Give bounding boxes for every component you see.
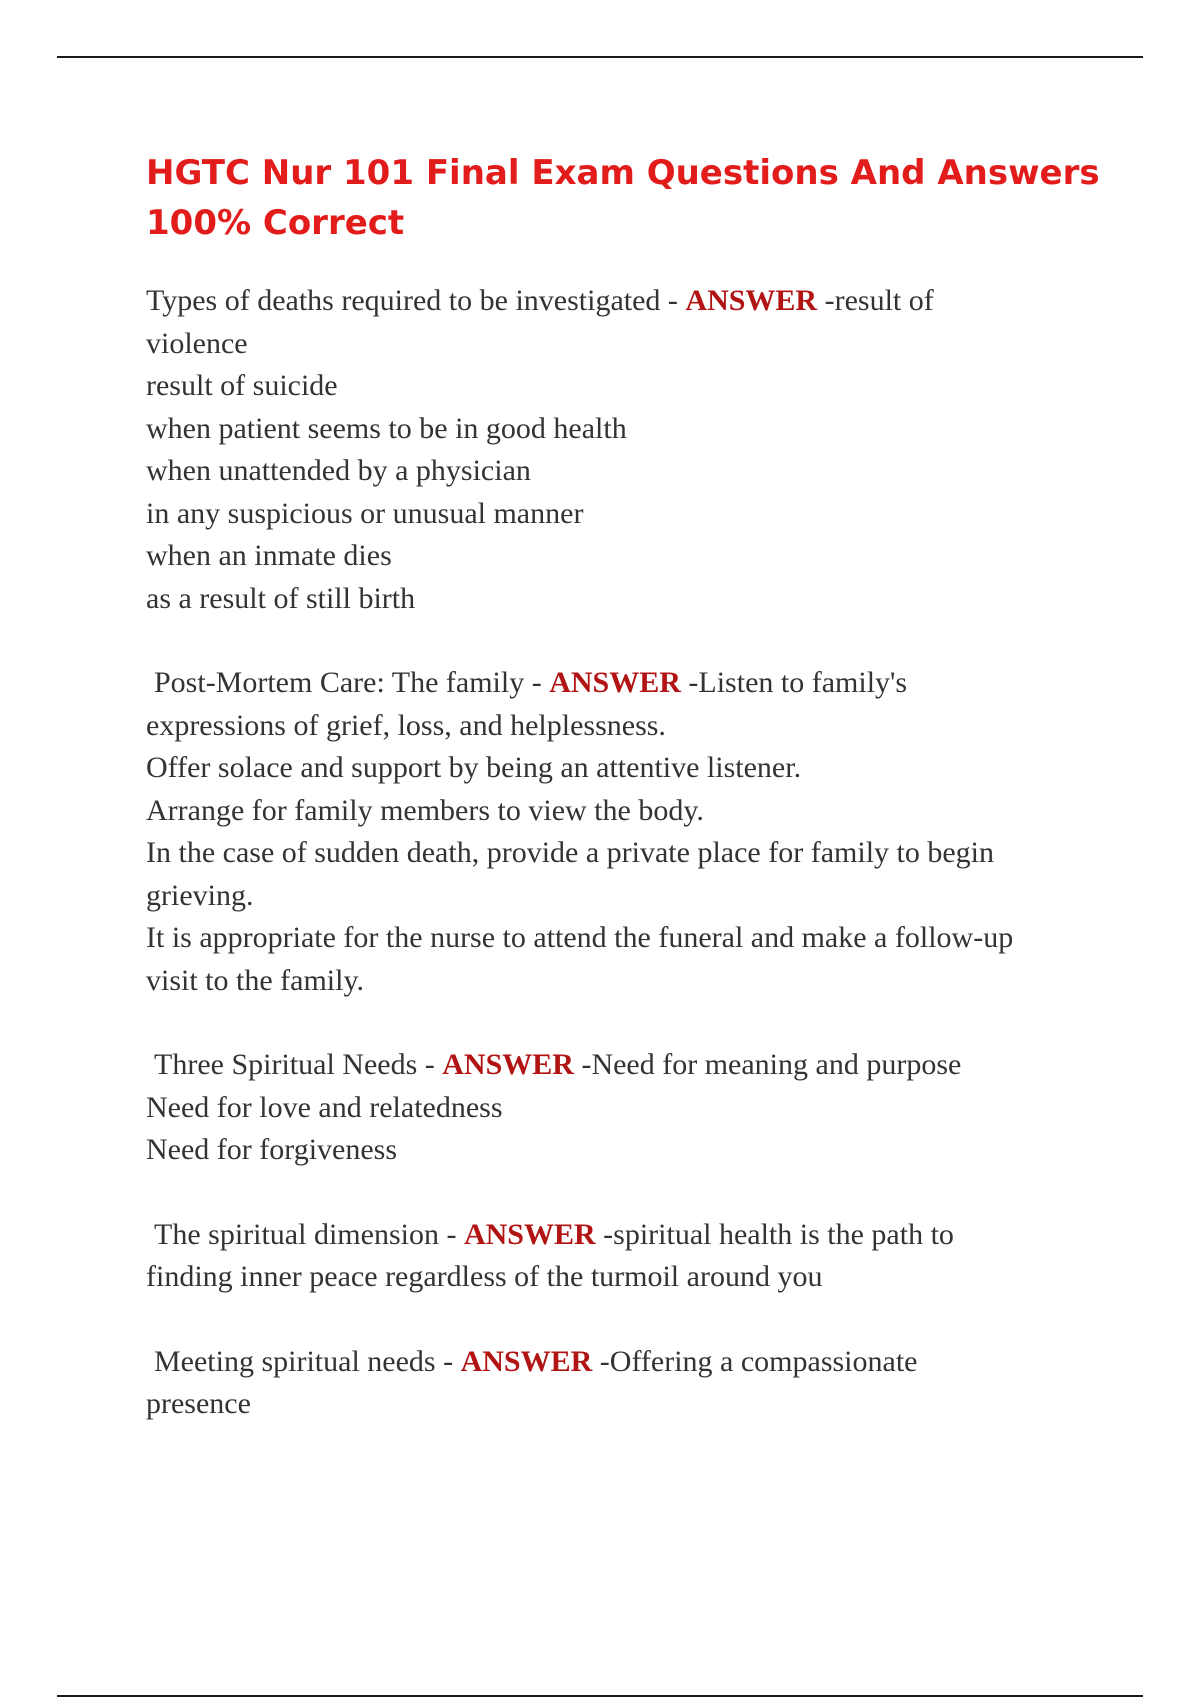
question-text: Post-Mortem Care: The family - [154,666,550,699]
answer-line: Need for love and relatedness [146,1090,503,1124]
answer-line: when patient seems to be in good health [146,411,627,445]
answer-line: in any suspicious or unusual manner [146,496,584,530]
answer-line: In the case of sudden death, provide a private place for family to begin [146,836,995,869]
qa-item-spiritual-dimension [146,1214,1086,1299]
question-text: Meeting spiritual needs - [154,1344,461,1378]
qa-item-deaths-investigated [146,280,1086,620]
qa-item-post-mortem-family [146,662,1086,1002]
answer-label: ANSWER [460,1344,593,1378]
answer-line: when an inmate dies [146,539,392,572]
footer-rule [57,1695,1143,1697]
header-rule [57,56,1143,58]
answer-line: Arrange for family members to view the body. [146,793,704,827]
answer-line: finding inner peace regardless of the turmoil around you [146,1260,823,1293]
answer-label: ANSWER [463,1217,596,1251]
qa-list [146,280,1086,1468]
answer-line: visit to the family. [146,963,365,997]
title-line-2: 100% Correct [146,203,405,243]
document-title [146,148,1100,248]
answer-line: result of suicide [146,369,338,402]
answer-label: ANSWER [685,284,818,317]
answer-text: -Need for meaning and purpose [573,1048,962,1081]
qa-first-line [146,662,1086,705]
qa-item-spiritual-needs [146,1044,1086,1172]
answer-label: ANSWER [442,1048,574,1081]
qa-first-line [146,1341,1086,1384]
qa-first-line [146,1214,1086,1257]
answer-line: expressions of grief, loss, and helplessness. [146,708,666,742]
question-text: Three Spiritual Needs - [154,1048,443,1081]
answer-line: as a result of still birth [146,581,416,615]
answer-text: -spiritual health is the path to [595,1217,954,1251]
answer-line: presence [146,1387,251,1420]
qa-first-line [146,1044,1086,1087]
answer-line: violence [146,326,248,360]
question-text: Types of deaths required to be investigated - [146,284,686,317]
answer-label: ANSWER [549,666,681,699]
title-line-1: HGTC Nur 101 Final Exam Questions And Answers [146,153,1100,193]
answer-text: -result of [817,284,934,317]
answer-text: -Listen to family's [680,666,908,699]
answer-line: Offer solace and support by being an attentive listener. [146,751,802,784]
qa-first-line [146,280,1086,323]
question-text: The spiritual dimension - [154,1217,464,1251]
answer-line: grieving. [146,878,254,912]
answer-line: Need for forgiveness [146,1133,398,1166]
qa-item-meeting-spiritual-needs [146,1341,1086,1426]
answer-line: when unattended by a physician [146,454,531,487]
answer-line: It is appropriate for the nurse to attend the funeral and make a follow-up [146,921,1014,954]
answer-text: -Offering a compassionate [592,1344,918,1378]
